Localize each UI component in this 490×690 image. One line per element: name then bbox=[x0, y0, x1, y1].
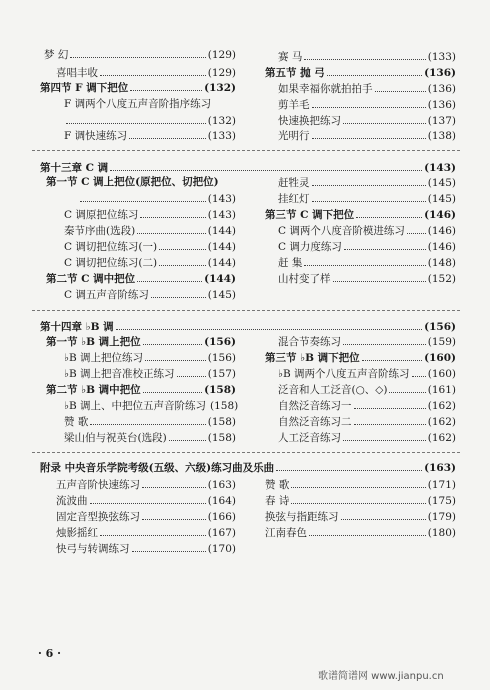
toc-entry: F 调两个八度五声音阶指序练习 bbox=[64, 98, 212, 110]
toc-entry: 梁山伯与祝英台(选段) (158) bbox=[64, 432, 236, 444]
toc-entry: 快弓与转调练习 (170) bbox=[56, 543, 236, 555]
toc-entry: 光明行 (138) bbox=[278, 130, 456, 142]
toc-section-heading: 第一节 C 调上把位(原把位、切把位) bbox=[46, 176, 219, 188]
toc-entry: 江南春色 (180) bbox=[265, 527, 456, 539]
section-divider bbox=[32, 310, 460, 311]
toc-entry: ♭B 调两个八度五声音阶练习 (160) bbox=[278, 368, 456, 380]
toc-entry: 自然泛音练习二 (162) bbox=[278, 416, 456, 428]
toc-section-heading: 第五节 抛 弓 (136) bbox=[265, 67, 456, 79]
toc-entry: 混合节奏练习 (159) bbox=[278, 336, 456, 348]
toc-entry: 秦节序曲(选段) (144) bbox=[64, 225, 236, 237]
chapter-14-heading: 第十四章 ♭B 调 (156) bbox=[40, 321, 456, 333]
toc-entry: 挂红灯 (145) bbox=[278, 193, 456, 205]
chapter-13-heading: 第十三章 C 调 (143) bbox=[40, 162, 456, 174]
toc-entry: ♭B 调上、中把位五声音阶练习 (158) bbox=[64, 400, 239, 412]
toc-entry: 赞 歌 (171) bbox=[265, 479, 456, 491]
toc-entry: 自然泛音练习一 (162) bbox=[278, 400, 456, 412]
toc-entry: 固定音型换弦练习 (166) bbox=[56, 511, 236, 523]
toc-entry: 五声音阶快速练习 (163) bbox=[56, 479, 236, 491]
toc-section-heading: 第二节 C 调中把位 (144) bbox=[46, 273, 236, 285]
section-divider bbox=[32, 150, 460, 151]
toc-section-heading: 第一节 ♭B 调上把位 (156) bbox=[46, 336, 236, 348]
toc-entry: C 调五声音阶练习 (145) bbox=[64, 289, 236, 301]
appendix-heading: 附录 中央音乐学院考级(五级、六级)练习曲及乐曲 (163) bbox=[40, 462, 456, 474]
toc-entry: ♭B 调上把位练习 (156) bbox=[64, 352, 236, 364]
toc-section-heading: 第三节 C 调下把位 (146) bbox=[265, 209, 456, 221]
toc-entry: 春 诗 (175) bbox=[265, 495, 456, 507]
toc-entry: 梦 幻 (129) bbox=[44, 49, 236, 61]
toc-entry: 赞 歌 (158) bbox=[64, 416, 236, 428]
toc-entry: C 调原把位练习 (143) bbox=[64, 209, 236, 221]
toc-entry: 快速换把练习 (137) bbox=[278, 115, 456, 127]
toc-entry-continuation: (143) bbox=[78, 191, 236, 207]
toc-entry: ♭B 调上把音准校正练习 (157) bbox=[64, 368, 236, 380]
toc-section-heading: 第二节 ♭B 调中把位 (158) bbox=[46, 384, 236, 396]
toc-entry-continuation: (132) bbox=[64, 113, 236, 129]
toc-entry: C 调切把位练习(一) (144) bbox=[64, 241, 236, 253]
toc-section-heading: 第三节 ♭B 调下把位 (160) bbox=[265, 352, 456, 364]
toc-entry: 人工泛音练习 (162) bbox=[278, 432, 456, 444]
toc-entry: 泛音和人工泛音(○、◇) (161) bbox=[278, 384, 456, 396]
toc-entry: 剪羊毛 (136) bbox=[278, 99, 456, 111]
toc-entry: C 调两个八度音阶模进练习 (146) bbox=[278, 225, 456, 237]
toc-entry: 赛 马 (133) bbox=[278, 51, 456, 63]
toc-entry: C 调力度练习 (146) bbox=[278, 241, 456, 253]
toc-entry: 换弦与指距练习 (179) bbox=[265, 511, 456, 523]
toc-entry: 山村变了样 (152) bbox=[278, 273, 456, 285]
page-number: · 6 · bbox=[38, 647, 61, 660]
toc-entry: C 调切把位练习(二) (144) bbox=[64, 257, 236, 269]
toc-section-heading: 第四节 F 调下把位 (132) bbox=[40, 82, 236, 94]
toc-entry: 烛影摇红 (167) bbox=[56, 527, 236, 539]
toc-entry: 如果幸福你就拍拍手 (136) bbox=[278, 83, 456, 95]
toc-entry: F 调快速练习 (133) bbox=[64, 130, 236, 142]
toc-entry: 赶牲灵 (145) bbox=[278, 177, 456, 189]
toc-entry: 赶 集 (148) bbox=[278, 257, 456, 269]
watermark: 歌谱简谱网 www.jianpu.cn bbox=[318, 671, 444, 682]
section-divider bbox=[32, 452, 460, 453]
toc-entry: 喜唱丰收 (129) bbox=[56, 67, 236, 79]
toc-entry: 流波曲 (164) bbox=[56, 495, 236, 507]
